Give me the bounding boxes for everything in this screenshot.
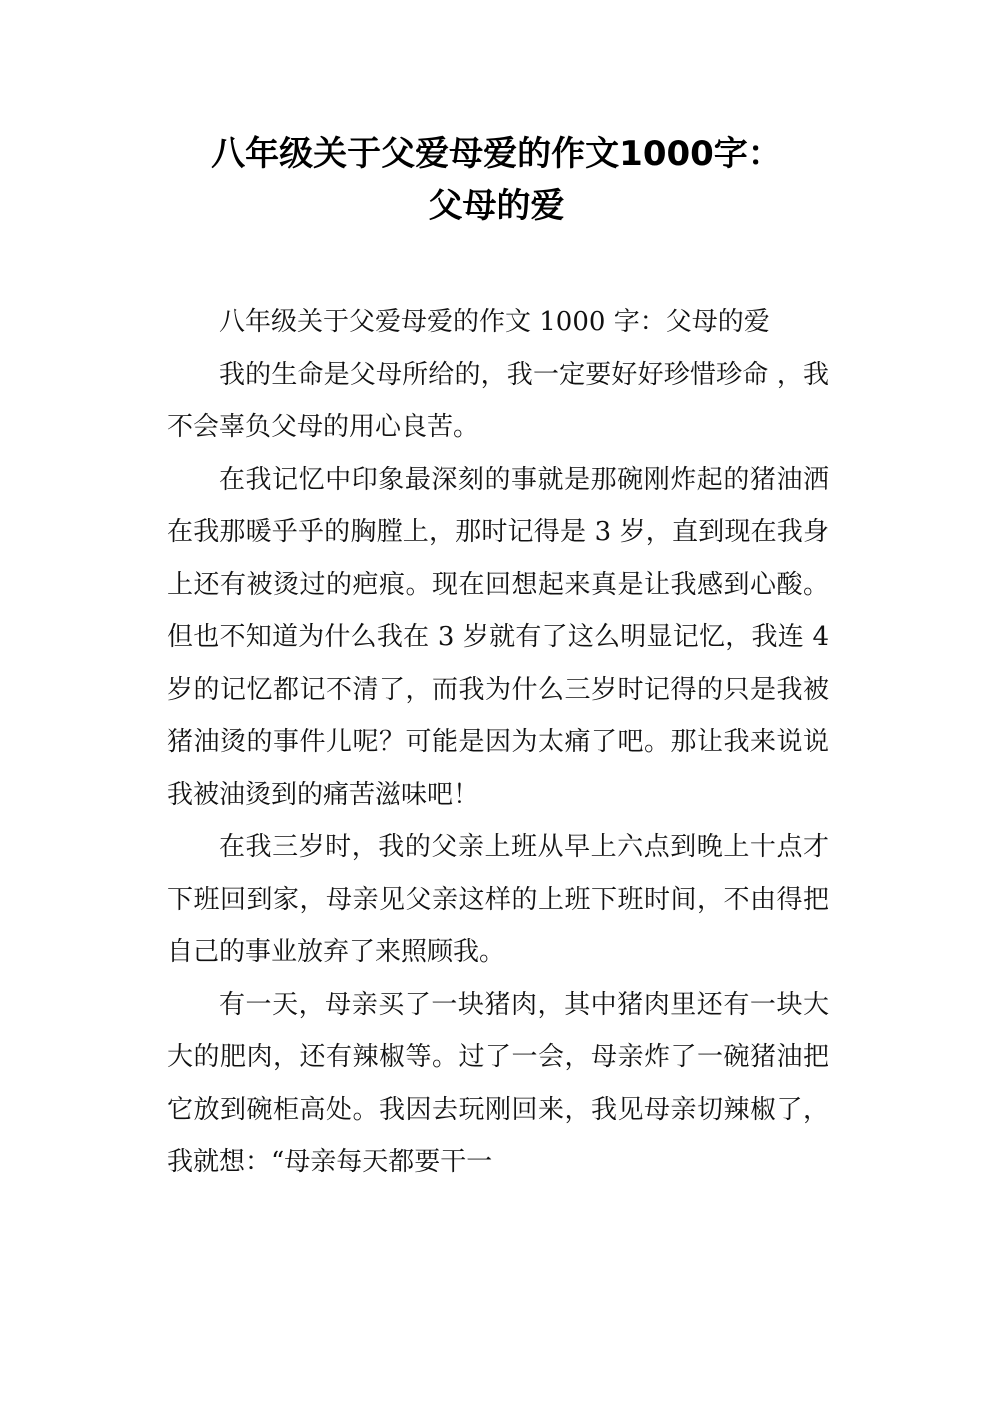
title-line-1: 八年级关于父爱母爱的作文1000字： [211, 134, 782, 174]
paragraph-1: 八年级关于父爱母爱的作文 1000 字：父母的爱 [219, 307, 770, 337]
paragraph-4: 在我三岁时，我的父亲上班从早上六点到晚上十点才下班回到家，母亲见父亲这样的上班下班时间，不由得把自己的事业放弃了来照顾我。 [167, 832, 829, 967]
paragraph-2: 我的生命是父母所给的，我一定要好好珍惜珍命 ，我不会辜负父母的用心良苦。 [167, 359, 829, 442]
document-body [167, 296, 829, 1189]
document-title [120, 128, 873, 232]
title-line-2: 父母的爱 [428, 186, 565, 226]
paragraph-5: 有一天，母亲买了一块猪肉，其中猪肉里还有一块大大的肥肉，还有辣椒等。过了一会，母亲炸了一碗猪油把它放到碗柜高处。我因去玩刚回来，我见母亲切辣椒了，我就想：“母亲每天都要干一 [167, 989, 829, 1177]
paragraph-3: 在我记忆中印象最深刻的事就是那碗刚炸起的猪油洒在我那暖乎乎的胸膛上，那时记得是 3 岁，直到现在我身上还有被烫过的疤痕。现在回想起来真是让我感到心酸。但也不知道为什么我在 3 岁就有了这么明显记忆，我连 4 岁的记忆都记不清了，而我为什么三岁时记得的只是我被猪油烫的事件儿呢？可能是因为太痛了吧。那让我来说说我被油烫到的痛苦滋味吧！ [167, 464, 829, 810]
